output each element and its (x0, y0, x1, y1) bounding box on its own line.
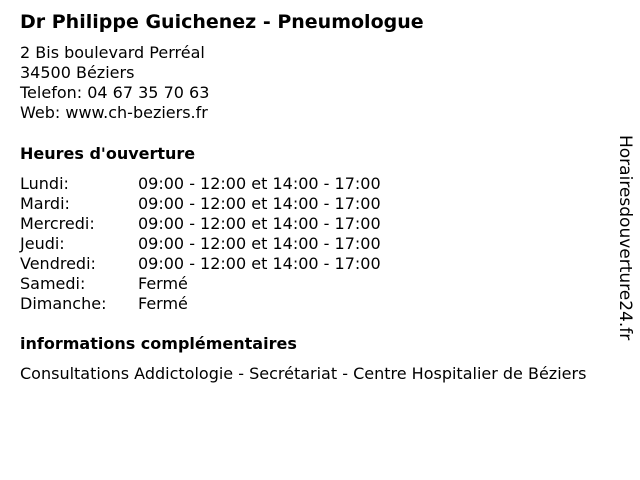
phone-number: Telefon: 04 67 35 70 63 (20, 83, 210, 102)
page-title: Dr Philippe Guichenez - Pneumologue (20, 11, 424, 33)
day-label: Mercredi: (20, 214, 95, 233)
website-link[interactable]: Web: www.ch-beziers.fr (20, 103, 208, 122)
day-label: Samedi: (20, 274, 86, 293)
day-label: Lundi: (20, 174, 69, 193)
day-label: Vendredi: (20, 254, 96, 273)
time-value: 09:00 - 12:00 et 14:00 - 17:00 (138, 254, 381, 273)
site-watermark: Horairesdouverture24.fr (615, 135, 635, 341)
time-value: 09:00 - 12:00 et 14:00 - 17:00 (138, 234, 381, 253)
additional-info-heading: informations complémentaires (20, 334, 297, 353)
day-label: Dimanche: (20, 294, 107, 313)
city-postal: 34500 Béziers (20, 63, 135, 82)
time-value: 09:00 - 12:00 et 14:00 - 17:00 (138, 174, 381, 193)
day-label: Jeudi: (20, 234, 65, 253)
time-value: Fermé (138, 274, 188, 293)
additional-info-text: Consultations Addictologie - Secrétariat - Centre Hospitalier de Béziers (20, 364, 587, 383)
time-value: Fermé (138, 294, 188, 313)
street-address: 2 Bis boulevard Perréal (20, 43, 205, 62)
time-value: 09:00 - 12:00 et 14:00 - 17:00 (138, 214, 381, 233)
time-value: 09:00 - 12:00 et 14:00 - 17:00 (138, 194, 381, 213)
address-block (20, 43, 209, 123)
day-label: Mardi: (20, 194, 70, 213)
opening-hours-heading: Heures d'ouverture (20, 144, 196, 163)
